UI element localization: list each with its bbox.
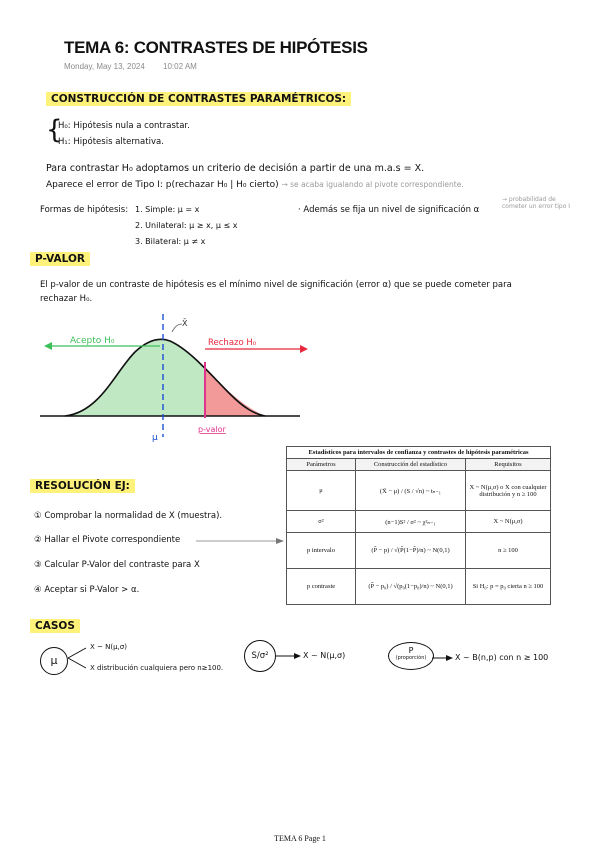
xbar-label: X̄ [182, 319, 188, 328]
page-date: Monday, May 13, 2024 [64, 62, 145, 71]
stats-table-container [286, 446, 551, 605]
accept-label: Acepto H₀ [70, 336, 115, 346]
step-2: ② Hallar el Pivote correspondiente [34, 535, 181, 545]
paragraph-error-tipo1: Aparece el error de Tipo I: p(rechazar H₀ | H₀ cierto) → se acaba igualando al pivote correspondiente. [46, 180, 464, 190]
brace: { [46, 115, 63, 145]
page-meta [64, 62, 213, 71]
table-row [287, 471, 551, 511]
case-p-circle [388, 642, 434, 670]
significance-text: · Además se fija un nivel de significación α [298, 205, 480, 215]
table-header-cell: Requisitos [466, 459, 551, 471]
stat-cell: (P̂ − p) / √(P̂(1−P̂)/n) ~ N(0,1) [356, 533, 466, 569]
page-time: 10:02 AM [163, 62, 197, 71]
req-cell: n ≥ 100 [466, 533, 551, 569]
table-row [287, 511, 551, 533]
table-header-row [287, 459, 551, 471]
stats-table [286, 458, 551, 605]
stats-table-caption: Estadísticos para intervalos de confianza y contrastes de hipótesis paramétricas [286, 446, 551, 458]
section-heading-casos: CASOS [30, 620, 80, 632]
step-2-arrow [196, 536, 286, 546]
step-3: ③ Calcular P-Valor del contraste para X [34, 560, 200, 570]
reject-arrow-head [300, 345, 308, 353]
step-1: ① Comprobar la normalidad de X (muestra). [34, 511, 223, 521]
param-cell: σ² [287, 511, 356, 533]
table-row [287, 533, 551, 569]
req-cell: X ~ N(μ,σ) o X con cualquier distribución y n ≥ 100 [466, 471, 551, 511]
table-row [287, 569, 551, 605]
forms-label: Formas de hipótesis: [40, 205, 129, 215]
case-mu-circle [40, 647, 68, 675]
significance-note: → probabilidad de cometer un error tipo I [502, 196, 571, 210]
req-cell: X ~ N(μ,σ) [466, 511, 551, 533]
page-number: TEMA 6 Page 1 [274, 834, 326, 843]
h1-definition: H₁: Hipótesis alternativa. [58, 137, 164, 147]
form-simple: 1. Simple: μ = x [135, 205, 200, 214]
case-mu-b: X distribución cualquiera pero n≥100. [90, 664, 224, 672]
stat-cell: (X̄ − μ) / (S / √n) ~ tₙ₋₁ [356, 471, 466, 511]
case-sigma-a: X ~ N(μ,σ) [303, 651, 346, 660]
section-heading-resolucion: RESOLUCIÓN EJ: [30, 480, 135, 492]
case-p-arrow [432, 653, 454, 663]
step-4: ④ Aceptar si P-Valor > α. [34, 585, 140, 595]
case-sigma-symbol: S/σ² [251, 651, 269, 661]
case-sigma-circle [244, 640, 276, 672]
pvalor-definition: El p-valor de un contraste de hipótesis es el mínimo nivel de significación (error α) que se puede cometer para rechazar H₀. [40, 280, 512, 304]
stat-cell: (n−1)S² / σ² ~ χ²ₙ₋₁ [356, 511, 466, 533]
case-p-symbol: P [408, 646, 414, 655]
pvalue-graph [30, 312, 315, 447]
form-unilateral: 2. Unilateral: μ ≥ x, μ ≤ x [135, 221, 238, 230]
section-heading-construccion: CONSTRUCCIÓN DE CONTRASTES PARAMÉTRICOS: [46, 93, 351, 105]
error-note: → se acaba igualando al pivote correspondiente. [281, 180, 464, 189]
stat-cell: (P̂ − p₀) / √(p₀(1−p₀)/n) ~ N(0,1) [356, 569, 466, 605]
case-sigma-arrow [276, 651, 302, 661]
case-p-a: X ~ B(n,p) con n ≥ 100 [455, 653, 549, 662]
case-mu-a: X ~ N(μ,σ) [90, 643, 127, 651]
req-cell: Si H₀: p = p₀ cierta n ≥ 100 [466, 569, 551, 605]
case-p-sub: (proporción) [395, 655, 427, 661]
section-heading-pvalor: P-VALOR [30, 253, 90, 265]
paragraph-criterio: Para contrastar H₀ adoptamos un criterio de decisión a partir de una m.a.s = X. [46, 163, 425, 174]
table-header-cell: Construcción del estadístico [356, 459, 466, 471]
table-header-cell: Parámetros [287, 459, 356, 471]
accept-arrow-head [44, 342, 52, 350]
mu-label: μ [152, 433, 158, 443]
case-mu-arrows [66, 644, 90, 672]
param-cell: p intervalo [287, 533, 356, 569]
h0-definition: H₀: Hipótesis nula a contrastar. [58, 121, 190, 131]
form-bilateral: 3. Bilateral: μ ≠ x [135, 237, 206, 246]
param-cell: μ [287, 471, 356, 511]
reject-label: Rechazo H₀ [208, 338, 257, 348]
reject-region [205, 367, 265, 416]
page-title: TEMA 6: CONTRASTES DE HIPÓTESIS [64, 38, 368, 57]
param-cell: p contraste [287, 569, 356, 605]
xbar-pointer [172, 324, 182, 332]
pvalue-label: p-valor [198, 425, 226, 434]
case-mu-symbol: μ [50, 654, 58, 667]
accept-region [65, 339, 168, 416]
